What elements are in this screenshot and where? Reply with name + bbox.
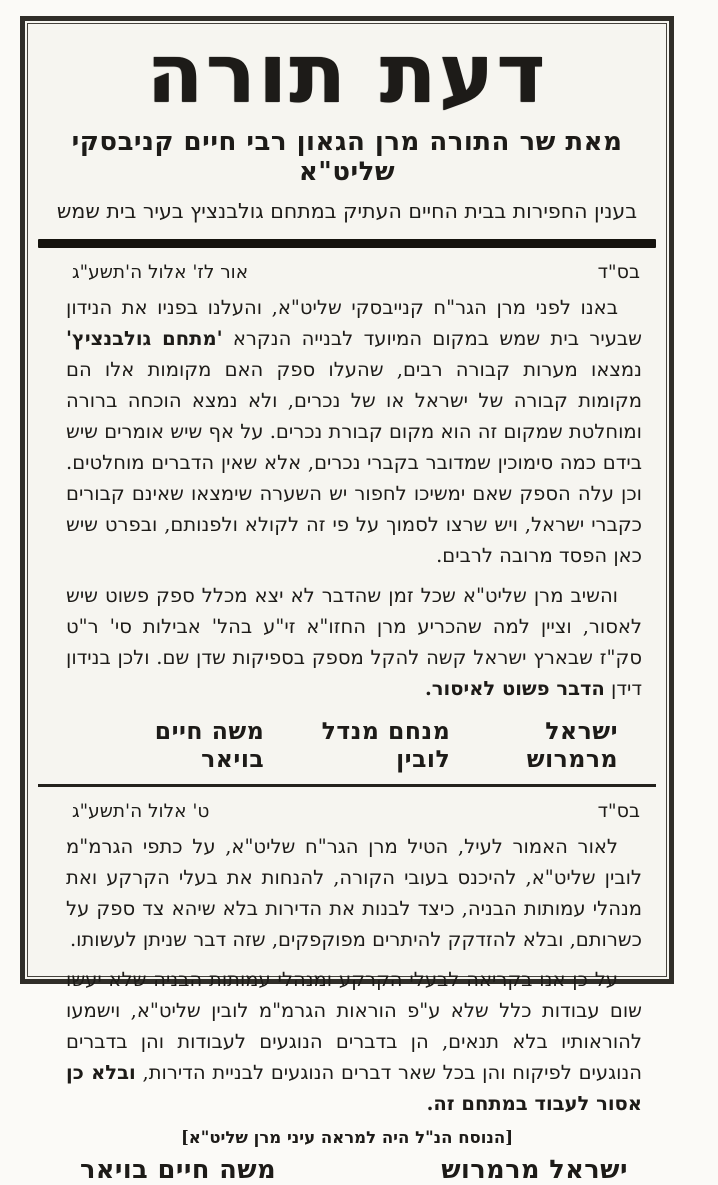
section1-signatures-row bbox=[28, 717, 666, 773]
section2-paragraph-1: לאור האמור לעיל, הטיל מרן הגר"ח שליט"א, על כתפי הגרמ"מ לובין שליט"א, להיכנס בעובי הקורה, להנחות את בעלי הקרקע ואת מנהלי עמותות הבניה, כיצד לבנות את הדירות בלא שיהא צד ספק על כשרותם, ובלא להזדקק להיתרים מפוקפקים, שזה דבר שניתן לעשותו. bbox=[66, 834, 642, 951]
document-inner-frame bbox=[27, 23, 667, 1185]
document-border-frame bbox=[20, 16, 674, 1185]
section1-meta-row bbox=[28, 248, 666, 283]
signature-name: ישראל מרמרוש bbox=[526, 716, 618, 773]
paragraph-bold-text: ובלא כן אסור לעבוד במתחם זה. bbox=[66, 1060, 642, 1115]
paragraph-text: נמצאו מערות קבורה רבים, שהעלו ספק האם מקומות אלו הם מקומות קבורה של ישראל או של נכרים, ולא נמצא הוכחה ברורה ומוחלטת שמקום זה הוא מקום קבורת נכרים. על אף שיש אומרים שיש בידם כמה סימוכין שמדובר בקברי נכרים, אלא שאין הדברים מוחלטים. וכן עלה הספק שאם ימשיכו לחפור יש השערה שימצאו שאינם קבורים כקברי ישראל, ויש שרצו לסמוך על פי זה לקולא ולפנותם, ובפרט שיש כאן הפסד מרובה לרבים. bbox=[66, 357, 642, 567]
paragraph-bold-text: הדבר פשוט לאיסור. bbox=[424, 676, 605, 700]
signature-name: ישראל מרמרוש bbox=[441, 1154, 628, 1185]
section2-date: ט' אלול ה'תשע"ג bbox=[72, 800, 210, 822]
signature-name: מנחם מנדל לובין bbox=[321, 716, 451, 773]
section1-date: אור לז' אלול ה'תשע"ג bbox=[72, 261, 249, 283]
document-subject-line: בענין החפירות בבית החיים העתיק במתחם גולבנציץ בעיר בית שמש bbox=[56, 198, 638, 223]
document-title: דעת תורה bbox=[146, 26, 548, 122]
section2-bsd-mark: בס"ד bbox=[597, 799, 640, 822]
header-divider-bar bbox=[38, 239, 656, 248]
section1-bsd-mark: בס"ד bbox=[597, 260, 640, 283]
signature-name: משה חיים בויאר bbox=[80, 1154, 277, 1185]
paragraph-text: באנו לפני מרן הגר"ח קנייבסקי שליט"א, והעלנו בפניו את הנידון שבעיר בית שמש במקום המיועד לבנייה הנקרא bbox=[66, 295, 642, 350]
section2-signatures-row bbox=[28, 1155, 666, 1185]
section1-paragraph-2 bbox=[28, 580, 666, 704]
bracketed-attestation-note: [הנוסח הנ"ל היה למראה עיני מרן שליט"א] bbox=[180, 1127, 514, 1147]
paragraph-text: והשיב מרן שליט"א שכל זמן שהדבר לא יצא מכלל ספק פשוט שיש לאסור, וציין למה שהכריע מרן החזו"א זי"ע בהל' אבילות סי' ר"ט סק"ז שבארץ ישראל קשה להקל מספק בספיקות שדן שם. ולכן בנידון דידן bbox=[66, 583, 642, 700]
document-byline: מאת שר התורה מרן הגאון רבי חיים קניבסקי שליט"א bbox=[71, 126, 623, 187]
section2-meta-row bbox=[28, 787, 666, 822]
signature-name: משה חיים בויאר bbox=[154, 716, 265, 773]
section2-paragraph-2 bbox=[28, 964, 666, 1119]
paragraph-text: על כן אנו בקריאה לבעלי הקרקע ומנהלי עמותות הבניה שלא יעשו שום עבודות כלל שלא ע"פ הוראות הגרמ"מ לובין שליט"א, וישמעו להוראותיו בלא תנאים, הן בדברים הנוגעים לעבודות והן בדברים הנוגעים לפיקוח והן בכל שאר דברים הנוגעים לבניית הדירות, bbox=[66, 967, 642, 1084]
section1-paragraph-1 bbox=[28, 292, 666, 571]
paragraph-bold-text: 'מתחם גולבנציץ' bbox=[66, 326, 223, 350]
